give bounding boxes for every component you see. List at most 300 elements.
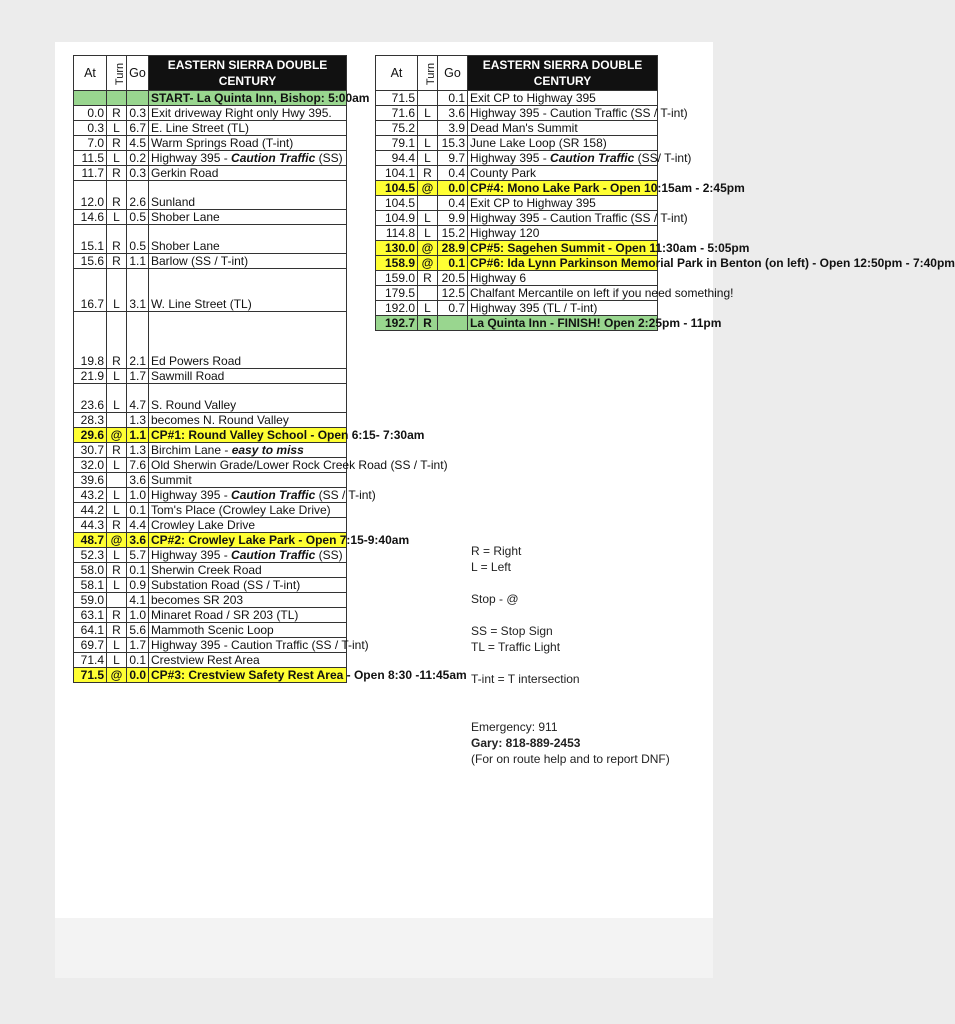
cell-at: 48.7 [74,533,107,548]
table-row [74,443,347,458]
cell-turn: R [107,181,127,210]
legend [471,543,711,767]
cell-turn: L [418,106,438,121]
cell-turn: R [107,518,127,533]
cell-go: 0.7 [438,301,468,316]
cell-at: 28.3 [74,413,107,428]
cell-at: 104.5 [376,181,418,196]
description-text: La Quinta Inn - FINISH! Open 2:25pm - 11pm [470,316,722,330]
cell-turn: @ [107,533,127,548]
description-text: CP#4: Mono Lake Park - Open 10:15am - 2:45pm [470,181,745,195]
cell-description [149,136,347,151]
cell-description [468,226,658,241]
cell-turn [418,121,438,136]
cell-turn: R [107,136,127,151]
cell-description [149,473,347,488]
description-text: E. Line Street (TL) [151,121,250,135]
table-row [74,269,347,312]
cell-at: 19.8 [74,312,107,369]
cell-go: 15.2 [438,226,468,241]
cell-at: 58.1 [74,578,107,593]
cell-go: 0.1 [438,91,468,106]
checkpoint-row [74,533,347,548]
description-text: Shober Lane [151,239,220,253]
cell-turn: L [107,369,127,384]
cell-turn: @ [418,256,438,271]
table-row [376,271,658,286]
description-text: Mammoth Scenic Loop [151,623,274,637]
cell-turn [107,91,127,106]
description-text-tail: (SS) [315,548,343,562]
checkpoint-row [376,181,658,196]
table-row [376,196,658,211]
cell-at: 158.9 [376,256,418,271]
table-row [74,166,347,181]
description-text: CP#3: Crestview Safety Rest Area - Open 8:30 -11:45am [151,668,467,682]
cell-turn: L [418,301,438,316]
table-row [74,548,347,563]
start-finish-row [376,316,658,331]
description-text: County Park [470,166,537,180]
cell-go: 28.9 [438,241,468,256]
table-row [376,166,658,181]
description-text: S. Round Valley [151,398,237,412]
cell-description [149,563,347,578]
table-row [74,473,347,488]
cell-description [149,91,370,106]
cell-go: 4.7 [127,384,149,413]
description-text-tail: (SS/ T-int) [634,151,692,165]
description-text: Exit CP to Highway 395 [470,196,596,210]
cell-description [149,312,347,369]
cell-turn: R [107,166,127,181]
cell-turn: R [107,312,127,369]
cell-go: 1.0 [127,488,149,503]
cell-description [149,151,347,166]
cell-turn: L [107,210,127,225]
description-text: Shober Lane [151,210,220,224]
cell-description [468,301,658,316]
description-text: Highway 395 - Caution Traffic (SS / T-int) [151,638,369,652]
legend-traffic-light: TL = Traffic Light [471,640,561,654]
cell-description [149,533,410,548]
legend-stop: Stop - @ [471,592,519,606]
description-text: Dead Man's Summit [470,121,578,135]
table-row [74,593,347,608]
description-text: becomes SR 203 [151,593,244,607]
description-text: CP#1: Round Valley School - Open 6:15- 7:30am [151,428,425,442]
cell-description [149,668,467,683]
cell-go [438,316,468,331]
description-text: START- La Quinta Inn, Bishop: 5:00am [151,91,370,105]
cell-turn [107,473,127,488]
description-text: CP#6: Ida Lynn Parkinson Memorial Park in Benton (on left) - Open 12:50pm - 7:40pm [470,256,955,270]
table-row [376,301,658,316]
table-row [376,211,658,226]
description-text: Highway 395 - Caution Traffic (SS / T-int) [470,106,688,120]
cell-at: 94.4 [376,151,418,166]
cell-turn: L [418,136,438,151]
cell-go: 0.3 [127,106,149,121]
description-text: Summit [151,473,192,487]
cell-description [149,608,347,623]
cell-go: 1.3 [127,443,149,458]
cell-at: 21.9 [74,369,107,384]
cell-go: 1.1 [127,428,149,443]
cell-description [468,166,658,181]
description-text: Minaret Road / SR 203 (TL) [151,608,299,622]
description-text: Ed Powers Road [151,354,242,368]
cell-turn: L [107,548,127,563]
cell-go [127,91,149,106]
cell-at: 29.6 [74,428,107,443]
cell-description [149,548,347,563]
table-row [74,254,347,269]
table-row [376,226,658,241]
table-row [74,578,347,593]
checkpoint-row [74,428,347,443]
cell-turn: R [107,106,127,121]
cell-description [149,518,347,533]
description-text: Crowley Lake Drive [151,518,256,532]
cell-turn [418,196,438,211]
start-finish-row [74,91,347,106]
cell-turn: R [107,608,127,623]
cell-go: 2.1 [127,312,149,369]
cell-go: 5.7 [127,548,149,563]
cell-go: 3.6 [127,533,149,548]
cell-description [149,443,347,458]
cell-at: 43.2 [74,488,107,503]
table-row [74,151,347,166]
cell-at: 71.5 [376,91,418,106]
cell-turn: L [107,269,127,312]
table-row [74,458,347,473]
cell-description [468,136,658,151]
contact-note: (For on route help and to report DNF) [471,752,670,766]
contact-gary: Gary: 818-889-2453 [471,736,581,750]
cell-go: 9.7 [438,151,468,166]
cell-description [468,211,688,226]
cell-description [468,196,658,211]
cell-turn: R [418,166,438,181]
description-text: Barlow (SS / T-int) [151,254,249,268]
description-text: CP#2: Crowley Lake Park - Open 7:15-9:40am [151,533,410,547]
paper-edge [55,918,713,978]
table-row [74,181,347,210]
cell-at: 104.1 [376,166,418,181]
cell-go: 0.4 [438,166,468,181]
cell-at: 192.7 [376,316,418,331]
cell-go: 0.1 [127,563,149,578]
cell-go: 1.3 [127,413,149,428]
description-text: becomes N. Round Valley [151,413,289,427]
description-text: Sherwin Creek Road [151,563,262,577]
cell-turn: @ [418,241,438,256]
legend-left: L = Left [471,560,511,574]
cell-turn: R [418,316,438,331]
cell-at: 58.0 [74,563,107,578]
cell-description [468,181,745,196]
cell-at: 71.5 [74,668,107,683]
table-row [74,312,347,369]
cell-description [149,121,347,136]
cell-turn: L [418,211,438,226]
cell-at: 7.0 [74,136,107,151]
cell-description [468,256,955,271]
cell-go: 4.4 [127,518,149,533]
description-text: Substation Road (SS / T-int) [151,578,301,592]
cell-go: 0.0 [438,181,468,196]
table-row [376,286,658,301]
cell-description [149,428,425,443]
cell-description [468,286,734,301]
table-row [74,503,347,518]
cell-description [468,271,658,286]
cell-at: 0.3 [74,121,107,136]
table-row [74,608,347,623]
cell-turn: L [107,384,127,413]
header-turn: Turn [418,56,438,91]
cell-turn: R [107,225,127,254]
checkpoint-row [376,241,658,256]
description-text: Old Sherwin Grade/Lower Rock Creek Road (SS / T-int) [151,458,448,472]
cell-turn: R [107,254,127,269]
cell-description [149,578,347,593]
cell-go: 0.1 [127,653,149,668]
cell-description [149,210,347,225]
cell-at: 79.1 [376,136,418,151]
cell-description [149,638,369,653]
header-go: Go [127,56,149,91]
description-text: Highway 395 - [151,151,232,165]
cell-at: 32.0 [74,458,107,473]
cue-sheet-table-right [375,55,955,331]
cell-go: 6.7 [127,121,149,136]
cell-turn: L [107,151,127,166]
description-text: Highway 395 - [470,151,551,165]
cell-go: 1.7 [127,638,149,653]
cell-turn: R [418,271,438,286]
cell-description [149,488,376,503]
cell-description [468,316,722,331]
cell-description [149,106,347,121]
description-emphasis: Caution Traffic [550,151,635,165]
cell-at: 179.5 [376,286,418,301]
cell-turn: L [418,226,438,241]
description-text: Chalfant Mercantile on left if you need something! [470,286,734,300]
cell-go: 5.6 [127,623,149,638]
table-row [376,106,658,121]
cell-at: 12.0 [74,181,107,210]
cell-at: 114.8 [376,226,418,241]
cell-turn: L [107,488,127,503]
description-text: Birchim Lane - [151,443,232,457]
cell-description [149,254,347,269]
cell-go: 3.1 [127,269,149,312]
cell-turn: L [107,578,127,593]
legend-stop-sign: SS = Stop Sign [471,624,553,638]
cell-go: 0.5 [127,225,149,254]
cell-at: 11.7 [74,166,107,181]
cell-go: 0.3 [127,166,149,181]
cell-go: 0.5 [127,210,149,225]
cell-at: 71.4 [74,653,107,668]
cell-at: 39.6 [74,473,107,488]
description-text: Crestview Rest Area [151,653,260,667]
cell-go: 3.9 [438,121,468,136]
description-text: Sunland [151,195,196,209]
cell-description [149,369,347,384]
description-text-tail: (SS) [315,151,343,165]
table-row [74,623,347,638]
table-row [74,653,347,668]
cell-go: 7.6 [127,458,149,473]
cell-turn: L [107,458,127,473]
cell-description [468,121,658,136]
cell-go: 3.6 [438,106,468,121]
cell-go: 0.0 [127,668,149,683]
header-at: At [376,56,418,91]
cell-description [149,593,347,608]
cell-go: 9.9 [438,211,468,226]
cell-description [149,225,347,254]
cell-turn: L [107,503,127,518]
description-text: Highway 6 [470,271,527,285]
description-emphasis: Caution Traffic [231,548,316,562]
cell-go: 0.9 [127,578,149,593]
cell-go: 0.4 [438,196,468,211]
cell-at: 71.6 [376,106,418,121]
header-turn: Turn [107,56,127,91]
description-text: Highway 395 - Caution Traffic (SS / T-int) [470,211,688,225]
cell-go: 0.2 [127,151,149,166]
cell-at: 69.7 [74,638,107,653]
description-emphasis: Caution Traffic [231,151,316,165]
cell-at: 16.7 [74,269,107,312]
cell-at: 159.0 [376,271,418,286]
cell-go: 1.7 [127,369,149,384]
header-at: At [74,56,107,91]
header-title: EASTERN SIERRA DOUBLE CENTURY [149,56,347,91]
header-title: EASTERN SIERRA DOUBLE CENTURY [468,56,658,91]
cell-at: 30.7 [74,443,107,458]
cell-at [74,91,107,106]
cell-turn: @ [418,181,438,196]
cell-turn: R [107,563,127,578]
cell-turn: @ [107,428,127,443]
table-row [74,210,347,225]
cell-turn [107,593,127,608]
cell-turn: L [107,638,127,653]
cell-at: 44.3 [74,518,107,533]
table-row [74,369,347,384]
emergency-number: Emergency: 911 [471,720,558,734]
cell-description [149,181,347,210]
table-row [74,106,347,121]
cell-go: 2.6 [127,181,149,210]
description-text: Highway 395 (TL / T-int) [470,301,598,315]
cell-turn: R [107,443,127,458]
description-text: Tom's Place (Crowley Lake Drive) [151,503,331,517]
cell-at: 15.6 [74,254,107,269]
table-row [74,384,347,413]
description-text: Gerkin Road [151,166,219,180]
cell-description [149,458,448,473]
cell-go: 1.0 [127,608,149,623]
table-row [376,121,658,136]
cell-at: 23.6 [74,384,107,413]
cell-description [149,166,347,181]
cell-description [149,384,347,413]
cell-go: 4.5 [127,136,149,151]
description-text: Highway 120 [470,226,540,240]
description-text: CP#5: Sagehen Summit - Open 11:30am - 5:05pm [470,241,750,255]
table-header-row [376,56,658,91]
table-row [74,488,347,503]
table-row [74,413,347,428]
cell-go: 20.5 [438,271,468,286]
description-text: W. Line Street (TL) [151,297,252,311]
cell-at: 59.0 [74,593,107,608]
cell-turn [418,286,438,301]
description-text: Highway 395 - [151,488,232,502]
cell-at: 11.5 [74,151,107,166]
cell-description [468,91,658,106]
table-row [74,518,347,533]
table-header-row [74,56,347,91]
cell-at: 75.2 [376,121,418,136]
table-row [376,151,658,166]
description-emphasis: easy to miss [231,443,304,457]
legend-t-intersection: T-int = T intersection [471,672,580,686]
table-row [74,225,347,254]
cell-at: 63.1 [74,608,107,623]
cell-at: 104.9 [376,211,418,226]
checkpoint-row [376,256,658,271]
cell-go: 4.1 [127,593,149,608]
cell-go: 0.1 [127,503,149,518]
description-text: Sawmill Road [151,369,225,383]
table-row [74,136,347,151]
cell-go: 1.1 [127,254,149,269]
cell-at: 44.2 [74,503,107,518]
description-text: Exit driveway Right only Hwy 395. [151,106,332,120]
cell-description [468,151,692,166]
cell-description [149,413,347,428]
cell-at: 52.3 [74,548,107,563]
description-text: Warm Springs Road (T-int) [151,136,294,150]
cell-go: 3.6 [127,473,149,488]
cell-at: 14.6 [74,210,107,225]
cell-description [149,503,347,518]
cell-turn [107,413,127,428]
description-text: June Lake Loop (SR 158) [470,136,607,150]
checkpoint-row [74,668,347,683]
cell-description [468,241,750,256]
description-text: Exit CP to Highway 395 [470,91,596,105]
table-row [74,563,347,578]
table-row [376,91,658,106]
cell-at: 64.1 [74,623,107,638]
legend-right: R = Right [471,544,522,558]
cell-at: 130.0 [376,241,418,256]
cell-at: 15.1 [74,225,107,254]
table-row [376,136,658,151]
cell-turn: L [107,653,127,668]
cell-at: 192.0 [376,301,418,316]
table-row [74,638,347,653]
